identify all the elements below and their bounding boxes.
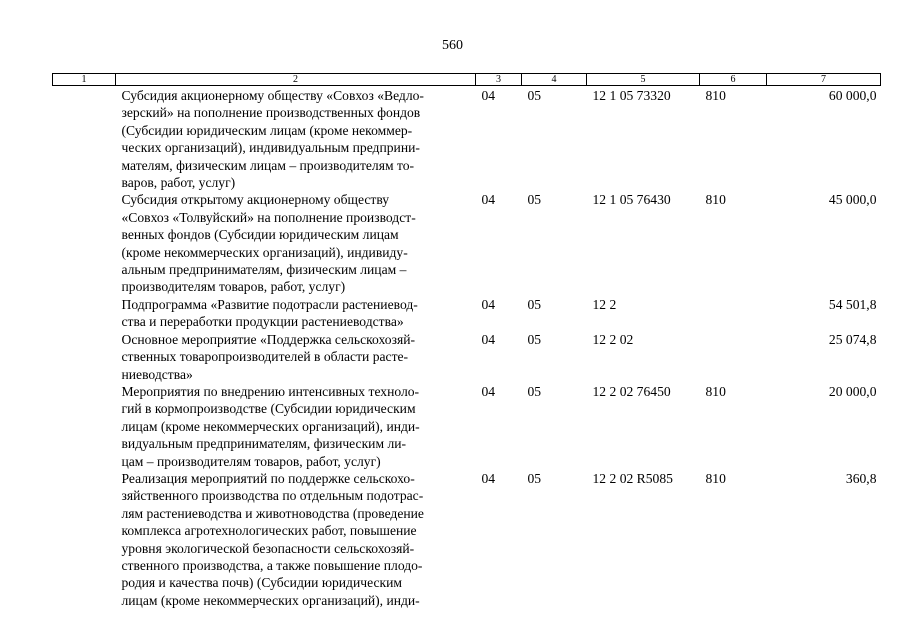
- subsection-code: 05: [527, 470, 542, 486]
- section-code: 04: [481, 383, 496, 399]
- description-line: венных фондов (Субсидии юридическим лицам: [121, 227, 399, 243]
- section-code: 04: [481, 470, 496, 486]
- expense-type-code: [700, 296, 767, 331]
- header-col-4: 4: [522, 74, 587, 86]
- item-description: [116, 331, 476, 383]
- description-line: варов, работ, услуг): [121, 175, 236, 191]
- subsection-code: 05: [527, 88, 542, 103]
- description-line: ства и переработки продукции растениеводства»: [121, 314, 404, 330]
- row-number-cell: [53, 296, 116, 331]
- target-article-code: 12 1 05 76430: [592, 192, 671, 208]
- item-description: [116, 470, 476, 609]
- description-line: «Совхоз «Толвуйский» на пополнение производст-: [121, 209, 416, 225]
- description-line: видуальным предпринимателям, физическим ли-: [121, 436, 407, 452]
- target-article-code: 12 2: [592, 296, 617, 312]
- budget-table: [52, 73, 881, 609]
- description-line: Реализация мероприятий по поддержке сельскохо-: [121, 470, 415, 486]
- description-line: родия и качества почв) (Субсидии юридическим: [121, 575, 402, 591]
- page-number: 560: [442, 38, 463, 53]
- description-line: лицам (кроме некоммерческих организаций), инди-: [121, 592, 420, 608]
- item-description: [116, 86, 476, 192]
- table-row: [53, 470, 881, 609]
- amount: 54 501,8: [828, 296, 877, 312]
- target-article-code: 12 2 02 R5085: [592, 470, 673, 486]
- header-col-5: 5: [587, 74, 700, 86]
- description-line: альным предпринимателям, физическим лицам –: [121, 262, 407, 278]
- section-code: 04: [481, 192, 496, 208]
- amount: 25 074,8: [828, 331, 877, 347]
- expense-type-code: 810: [705, 88, 726, 103]
- header-col-1: 1: [53, 74, 116, 86]
- item-description: [116, 383, 476, 470]
- amount: 45 000,0: [828, 192, 877, 208]
- row-number-cell: [53, 383, 116, 470]
- subsection-code: 05: [527, 296, 542, 312]
- header-col-6: 6: [700, 74, 767, 86]
- header-col-3: 3: [476, 74, 522, 86]
- subsection-code: 05: [527, 192, 542, 208]
- description-line: зерский» на пополнение производственных фондов: [121, 105, 421, 121]
- expense-type-code: 810: [705, 383, 726, 399]
- header-col-2: 2: [116, 74, 476, 86]
- table-body: [53, 86, 881, 610]
- header-col-7: 7: [767, 74, 881, 86]
- section-code: 04: [481, 296, 496, 312]
- description-line: производителям товаров, работ, услуг): [121, 279, 346, 295]
- description-line: уровня экологической безопасности сельскохозяй-: [121, 540, 415, 556]
- row-number-cell: [53, 86, 116, 192]
- description-line: цам – производителям товаров, работ, услуг): [121, 453, 381, 469]
- description-line: комплекса агротехнологических работ, повышение: [121, 523, 417, 539]
- description-line: зяйственного производства по отдельным подотрас-: [121, 488, 424, 504]
- description-line: (Субсидии юридическим лицам (кроме некоммер-: [121, 122, 413, 138]
- row-number-cell: [53, 191, 116, 295]
- description-line: Субсидия акционерному обществу «Совхоз «Ведло-: [121, 88, 424, 103]
- table-row: [53, 191, 881, 295]
- description-line: ственных товаропроизводителей в области расте-: [121, 349, 409, 365]
- description-line: (кроме некоммерческих организаций), индивиду-: [121, 244, 408, 260]
- amount: 20 000,0: [828, 383, 877, 399]
- description-line: гий в кормопроизводстве (Субсидии юридическим: [121, 401, 416, 417]
- item-description: [116, 191, 476, 295]
- expense-type-code: [700, 331, 767, 383]
- amount: 60 000,0: [828, 88, 877, 103]
- table-header: [53, 74, 881, 86]
- description-line: ниеводства»: [121, 366, 193, 382]
- header-row: [53, 74, 881, 86]
- expense-type-code: 810: [705, 470, 726, 486]
- table-row: [53, 383, 881, 470]
- subsection-code: 05: [527, 331, 542, 347]
- description-line: лям растениеводства и животноводства (проведение: [121, 505, 424, 521]
- target-article-code: 12 2 02 76450: [592, 383, 671, 399]
- description-line: мателям, физическим лицам – производителям то-: [121, 157, 415, 173]
- table-row: [53, 296, 881, 331]
- description-line: Подпрограмма «Развитие подотрасли растениевод-: [121, 296, 418, 312]
- row-number-cell: [53, 470, 116, 609]
- subsection-code: 05: [527, 383, 542, 399]
- item-description: [116, 296, 476, 331]
- target-article-code: 12 2 02: [592, 331, 634, 347]
- description-line: Основное мероприятие «Поддержка сельскохозяй-: [121, 331, 416, 347]
- table-row: [53, 86, 881, 192]
- description-line: Мероприятия по внедрению интенсивных техноло-: [121, 383, 420, 399]
- section-code: 04: [481, 88, 496, 103]
- target-article-code: 12 1 05 73320: [592, 88, 671, 103]
- section-code: 04: [481, 331, 496, 347]
- expense-type-code: 810: [705, 192, 726, 208]
- description-line: Субсидия открытому акционерному обществу: [121, 192, 390, 208]
- description-line: лицам (кроме некоммерческих организаций), инди-: [121, 418, 420, 434]
- table-row: [53, 331, 881, 383]
- description-line: ственного производства, а также повышение плодо-: [121, 557, 423, 573]
- amount: 360,8: [845, 470, 877, 486]
- description-line: ческих организаций), индивидуальным предприни-: [121, 140, 420, 156]
- row-number-cell: [53, 331, 116, 383]
